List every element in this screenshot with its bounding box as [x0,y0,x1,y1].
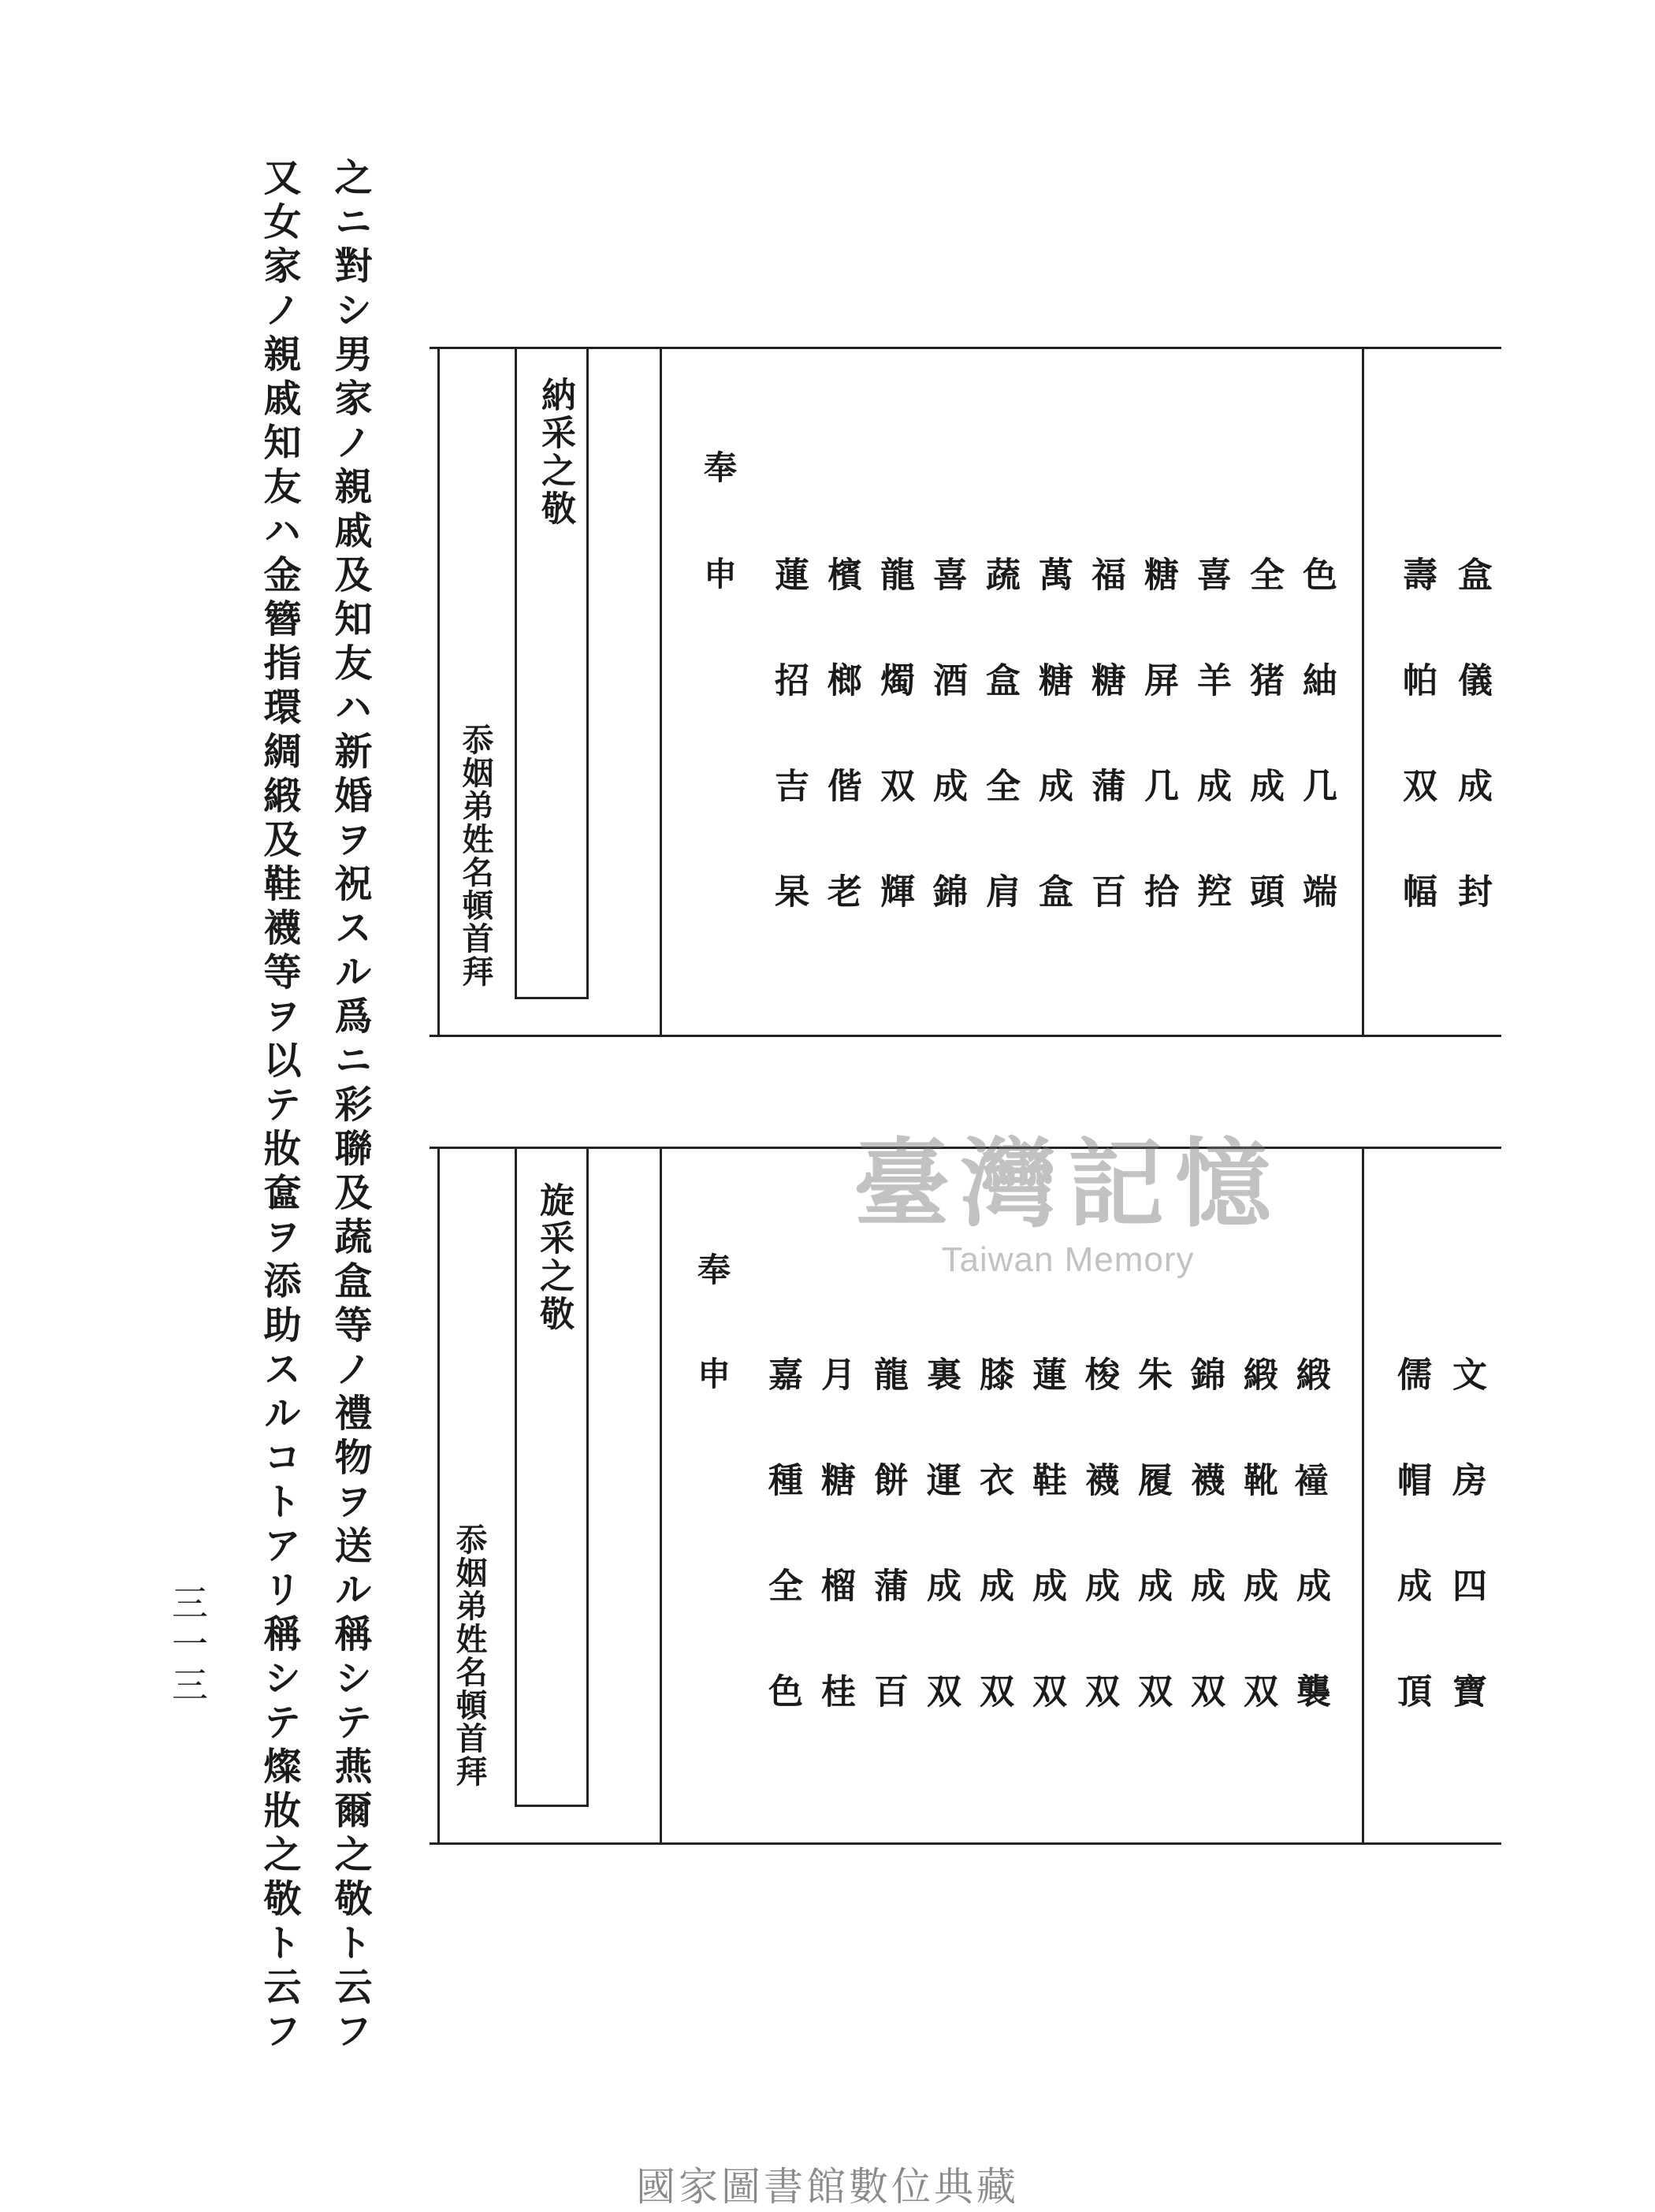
gift-item: 福糖蒲百 [1085,556,1125,979]
panel-title: 旋采之敬 [534,1182,574,1333]
page-number: 三一三 [166,1584,209,1707]
gift-item: 梭襪成双 [1079,1356,1119,1779]
gift-item: 檳榔偕老 [821,556,861,979]
panel-title: 納采之敬 [535,377,575,528]
watermark-chinese: 臺灣記憶 [854,1127,1282,1240]
gift-item: 月糖榴桂 [815,1356,855,1779]
gift-item: 糖屏几拾 [1138,556,1178,979]
feng-label: 奉 [704,448,738,487]
shen-label: 申 [697,1355,731,1393]
box-item: 儒帽成頂 [1391,1356,1431,1779]
gift-item: 朱履成双 [1132,1356,1172,1779]
gift-item: 蓮招吉杲 [768,556,809,979]
gift-item: 喜酒成錦 [927,556,967,979]
body-text-column-2: 又女家ノ親戚知友ハ金簪指環綢緞及鞋襪等ヲ以テ妝奩ヲ添助スルコトアリ稱シテ燦妝之敬ト云フ [257,158,301,2055]
box-item: 盒儀成封 [1452,556,1492,979]
gift-item: 緞靴成双 [1237,1356,1278,1779]
gift-item: 色紬几端 [1296,556,1337,979]
gift-item: 錦襪成双 [1185,1356,1225,1779]
gift-item: 萬糖成盒 [1032,556,1073,979]
gift-item: 全猪成頭 [1244,556,1284,979]
gift-item: 嘉種全色 [762,1356,802,1779]
footer-archive-label: 國家圖書館數位典藏 [636,2164,1019,2210]
body-text-column-1: 之ニ對シ男家ノ親戚及知友ハ新婚ヲ祝スル爲ニ彩聯及蔬盒等ノ禮物ヲ送ル稱シテ燕爾之敬ト云フ [328,158,372,2055]
shen-label: 申 [704,555,738,593]
gift-item: 龍燭双輝 [874,556,914,979]
gift-item: 緞𧝎成襲 [1290,1356,1330,1779]
gift-item: 龍餅蒲百 [868,1356,908,1779]
box-item: 文房四寶 [1446,1356,1486,1779]
feng-label: 奉 [697,1251,731,1289]
gift-item: 喜羊成羫 [1191,556,1231,979]
sender-signature: 忝姻弟姓名頓首拜 [457,723,494,988]
gift-card-panel-1 [430,347,1501,1037]
gift-item: 膝衣成双 [973,1356,1013,1779]
sender-signature: 忝姻弟姓名頓首拜 [451,1523,488,1788]
gift-item: 裏運成双 [920,1356,961,1779]
watermark-english: Taiwan Memory [941,1240,1195,1279]
taiwan-memory-watermark [824,1107,1312,1280]
gift-item: 蓮鞋成双 [1026,1356,1066,1779]
box-item: 壽帕双幅 [1397,556,1437,979]
gift-item: 蔬盒全肩 [980,556,1020,979]
